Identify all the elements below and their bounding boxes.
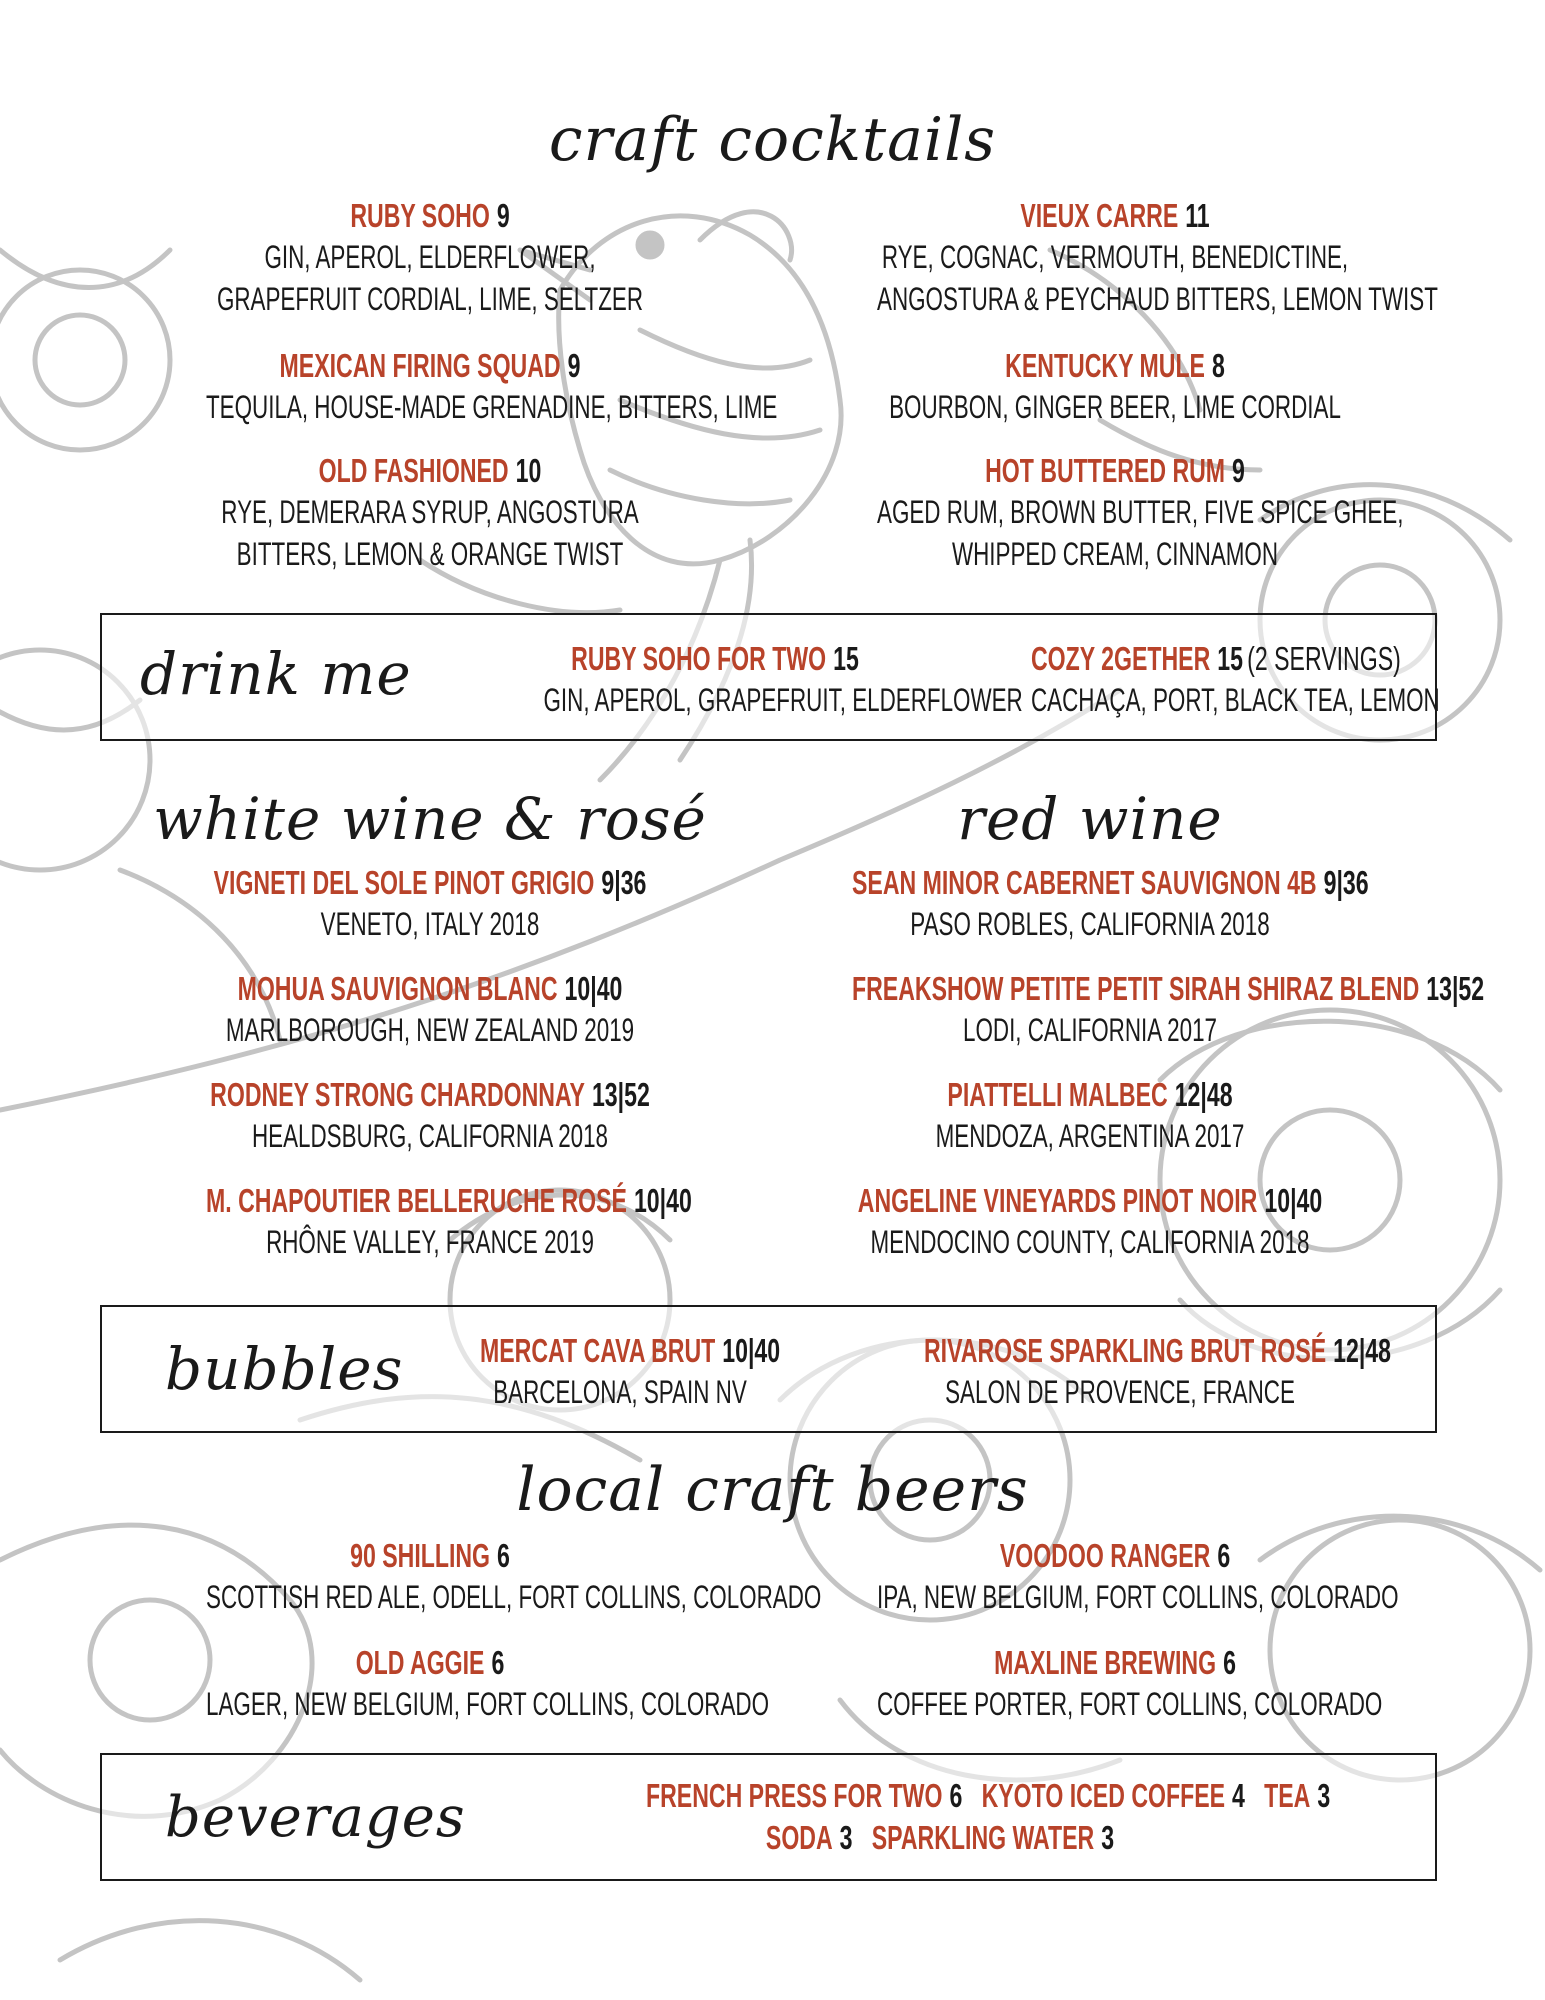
item-name: VIGNETI DEL SOLE PINOT GRIGIO bbox=[213, 864, 595, 901]
craft-cocktails-heading: craft cocktails bbox=[548, 105, 997, 175]
item-price: 15 bbox=[1217, 640, 1243, 677]
wine-chardonnay bbox=[110, 1074, 750, 1157]
item-desc: COFFEE PORTER, FORT COLLINS, COLORADO bbox=[877, 1686, 1383, 1722]
wine-shiraz-blend bbox=[750, 968, 1485, 1051]
item-name: OLD FASHIONED bbox=[318, 452, 509, 489]
item-name: M. CHAPOUTIER BELLERUCHE ROSÉ bbox=[206, 1182, 627, 1219]
item-desc: AGED RUM, BROWN BUTTER, FIVE SPICE GHEE, bbox=[877, 494, 1404, 530]
item-price: 9 bbox=[1232, 452, 1245, 489]
item-desc: SALON DE PROVENCE, FRANCE bbox=[945, 1374, 1295, 1410]
item-price: 6 bbox=[949, 1777, 963, 1814]
item-price: 13|52 bbox=[591, 1076, 650, 1113]
item-price: 10|40 bbox=[1264, 1182, 1323, 1219]
item-price: 6 bbox=[491, 1644, 505, 1681]
wine-pinot-noir bbox=[750, 1180, 1430, 1263]
item-desc: LAGER, NEW BELGIUM, FORT COLLINS, COLORADO bbox=[206, 1686, 770, 1722]
item-name: KYOTO ICED COFFEE bbox=[981, 1777, 1226, 1814]
item-name: SEAN MINOR CABERNET SAUVIGNON 4B bbox=[852, 864, 1317, 901]
bubbles-rivarose bbox=[840, 1330, 1400, 1413]
wine-rose bbox=[110, 1180, 750, 1263]
wine-malbec bbox=[750, 1074, 1430, 1157]
cocktail-kentucky-mule bbox=[775, 345, 1455, 428]
item-price: 10|40 bbox=[633, 1182, 692, 1219]
item-name: MAXLINE BREWING bbox=[994, 1644, 1217, 1681]
item-price: 3 bbox=[1317, 1777, 1331, 1814]
item-price: 12|48 bbox=[1174, 1076, 1233, 1113]
cocktail-ruby-soho bbox=[110, 195, 750, 320]
item-price: 6 bbox=[1217, 1537, 1231, 1574]
wine-pinot-grigio bbox=[110, 862, 750, 945]
drink-cozy-2gether bbox=[965, 638, 1440, 721]
item-name: MERCAT CAVA BRUT bbox=[480, 1332, 716, 1369]
item-price: 3 bbox=[839, 1819, 853, 1856]
item-desc: MENDOCINO COUNTY, CALIFORNIA 2018 bbox=[870, 1224, 1310, 1260]
item-price: 12|48 bbox=[1333, 1332, 1392, 1369]
drink-me-heading: drink me bbox=[140, 640, 412, 708]
item-price: 8 bbox=[1211, 347, 1225, 384]
item-desc: WHIPPED CREAM, CINNAMON bbox=[951, 536, 1279, 572]
item-desc: IPA, NEW BELGIUM, FORT COLLINS, COLORADO bbox=[877, 1579, 1399, 1615]
item-price: 10|40 bbox=[722, 1332, 781, 1369]
item-desc: CACHAÇA, PORT, BLACK TEA, LEMON bbox=[1031, 682, 1440, 718]
item-price: 10|40 bbox=[564, 970, 623, 1007]
item-desc: MENDOZA, ARGENTINA 2017 bbox=[935, 1118, 1245, 1154]
item-price: 15 bbox=[833, 640, 859, 677]
beverages-row-2 bbox=[520, 1817, 1360, 1858]
bubbles-heading: bubbles bbox=[165, 1335, 404, 1403]
item-servings: (2 SERVINGS) bbox=[1247, 640, 1401, 677]
item-name: HOT BUTTERED RUM bbox=[985, 452, 1226, 489]
beverages-heading: beverages bbox=[165, 1785, 466, 1850]
item-price: 9|36 bbox=[1323, 864, 1369, 901]
item-name: 90 SHILLING bbox=[350, 1537, 491, 1574]
drink-ruby-soho-for-two bbox=[470, 638, 1023, 721]
item-desc: GRAPEFRUIT CORDIAL, LIME, SELTZER bbox=[216, 281, 644, 317]
item-name: VIEUX CARRE bbox=[1020, 197, 1179, 234]
beverages-row-1 bbox=[520, 1775, 1360, 1816]
item-name: RUBY SOHO FOR TWO bbox=[571, 640, 827, 677]
item-desc: BARCELONA, SPAIN NV bbox=[493, 1374, 747, 1410]
item-desc: RYE, DEMERARA SYRUP, ANGOSTURA bbox=[221, 494, 639, 530]
item-name: MEXICAN FIRING SQUAD bbox=[279, 347, 561, 384]
item-desc: HEALDSBURG, CALIFORNIA 2018 bbox=[251, 1118, 609, 1154]
item-desc: PASO ROBLES, CALIFORNIA 2018 bbox=[910, 906, 1270, 942]
item-name: ANGELINE VINEYARDS PINOT NOIR bbox=[857, 1182, 1258, 1219]
bubbles-mercat-cava bbox=[420, 1330, 820, 1413]
beer-maxline-brewing bbox=[775, 1642, 1455, 1725]
item-price: 3 bbox=[1101, 1819, 1115, 1856]
beers-heading: local craft beers bbox=[516, 1455, 1029, 1525]
item-price: 13|52 bbox=[1426, 970, 1485, 1007]
item-name: KENTUCKY MULE bbox=[1005, 347, 1205, 384]
item-name: PIATTELLI MALBEC bbox=[947, 1076, 1168, 1113]
item-price: 4 bbox=[1232, 1777, 1245, 1814]
beer-old-aggie bbox=[110, 1642, 770, 1725]
red-wine-heading: red wine bbox=[957, 785, 1223, 853]
beer-voodoo-ranger bbox=[775, 1535, 1455, 1618]
item-name: VOODOO RANGER bbox=[999, 1537, 1211, 1574]
item-desc: LODI, CALIFORNIA 2017 bbox=[963, 1012, 1217, 1048]
item-desc: SCOTTISH RED ALE, ODELL, FORT COLLINS, COLORADO bbox=[206, 1579, 822, 1615]
item-name: RUBY SOHO bbox=[350, 197, 490, 234]
cocktail-mexican-firing-squad bbox=[110, 345, 778, 428]
item-desc: RHÔNE VALLEY, FRANCE 2019 bbox=[266, 1224, 594, 1260]
item-desc: GIN, APEROL, ELDERFLOWER, bbox=[264, 239, 596, 275]
item-price: 11 bbox=[1185, 197, 1210, 234]
item-price: 9 bbox=[496, 197, 510, 234]
item-name: RIVAROSE SPARKLING BRUT ROSÉ bbox=[924, 1332, 1327, 1369]
item-name: SPARKLING WATER bbox=[871, 1819, 1095, 1856]
item-name: RODNEY STRONG CHARDONNAY bbox=[210, 1076, 585, 1113]
cocktail-vieux-carre bbox=[775, 195, 1455, 320]
item-name: COZY 2GETHER bbox=[1031, 640, 1211, 677]
item-price: 6 bbox=[1223, 1644, 1236, 1681]
item-price: 9 bbox=[567, 347, 581, 384]
item-name: FREAKSHOW PETITE PETIT SIRAH SHIRAZ BLEND bbox=[852, 970, 1420, 1007]
item-name: TEA bbox=[1264, 1777, 1311, 1814]
item-name: MOHUA SAUVIGNON BLANC bbox=[237, 970, 558, 1007]
item-desc: RYE, COGNAC, VERMOUTH, BENEDICTINE, bbox=[881, 239, 1349, 275]
item-price: 10 bbox=[515, 452, 542, 489]
item-price: 6 bbox=[497, 1537, 510, 1574]
item-price: 9|36 bbox=[601, 864, 647, 901]
item-name: SODA bbox=[765, 1819, 833, 1856]
wine-sauvignon-blanc bbox=[110, 968, 750, 1051]
item-name: OLD AGGIE bbox=[355, 1644, 485, 1681]
item-desc: BITTERS, LEMON & ORANGE TWIST bbox=[236, 536, 624, 572]
cocktail-hot-buttered-rum bbox=[775, 450, 1455, 575]
item-desc: GIN, APEROL, GRAPEFRUIT, ELDERFLOWER bbox=[543, 682, 1023, 718]
item-desc: BOURBON, GINGER BEER, LIME CORDIAL bbox=[889, 389, 1341, 425]
item-desc: MARLBOROUGH, NEW ZEALAND 2019 bbox=[225, 1012, 635, 1048]
white-wine-heading: white wine & rosé bbox=[153, 785, 707, 853]
item-desc: TEQUILA, HOUSE-MADE GRENADINE, BITTERS, LIME bbox=[206, 389, 778, 425]
item-desc: VENETO, ITALY 2018 bbox=[320, 906, 540, 942]
wine-cabernet bbox=[750, 862, 1430, 945]
beer-90-shilling bbox=[110, 1535, 822, 1618]
cocktail-old-fashioned bbox=[110, 450, 750, 575]
item-name: FRENCH PRESS FOR TWO bbox=[646, 1777, 943, 1814]
item-desc: ANGOSTURA & PEYCHAUD BITTERS, LEMON TWIST bbox=[877, 281, 1438, 317]
